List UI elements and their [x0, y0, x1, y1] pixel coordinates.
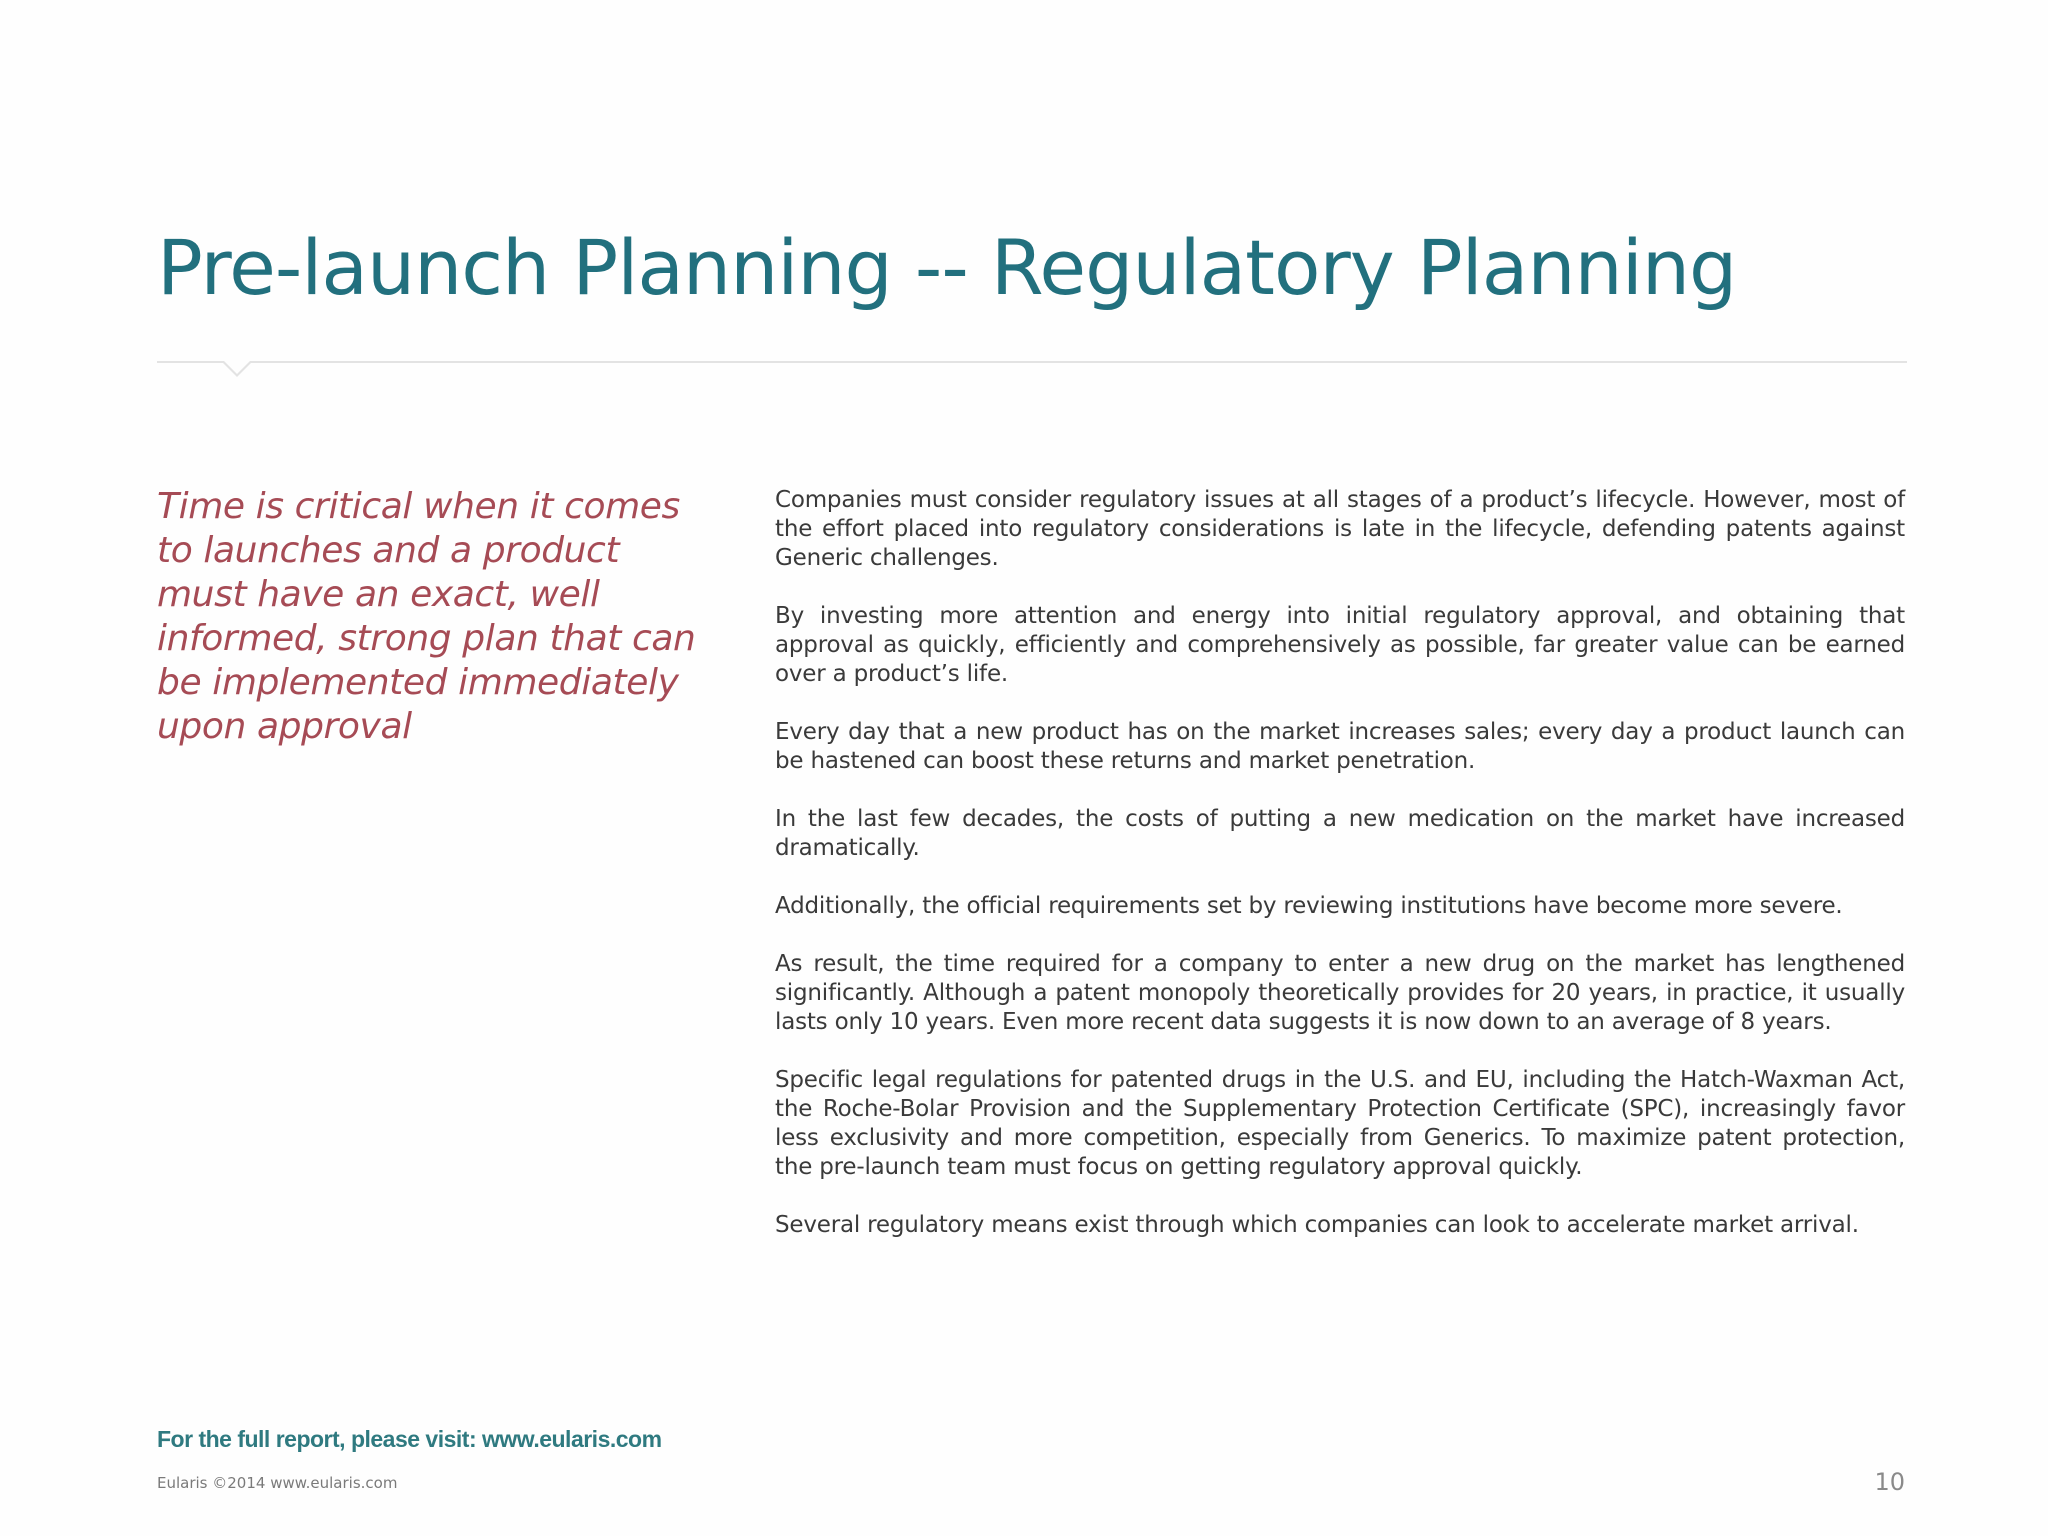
- paragraph: By investing more attention and energy into initial regulatory approval, and obtaining that approval as quickly, efficiently and comprehensively as possible, far greater value can be earned over a product’s life.: [775, 603, 1905, 687]
- copyright-text: Eularis ©2014 www.eularis.com: [157, 1474, 398, 1492]
- paragraph: Additionally, the official requirements set by reviewing institutions have become more severe.: [775, 893, 1843, 919]
- page-title: Pre-launch Planning -- Regulatory Planning: [157, 223, 1737, 312]
- page-number: 10: [1874, 1468, 1905, 1496]
- paragraph: Every day that a new product has on the market increases sales; every day a product launch can be hastened can boost these returns and market penetration.: [775, 719, 1905, 774]
- divider-notch-fill: [224, 361, 250, 374]
- full-report-link[interactable]: For the full report, please visit: www.eularis.com: [157, 1426, 662, 1452]
- body-text: [775, 486, 1905, 1269]
- paragraph: As result, the time required for a company to enter a new drug on the market has lengthened significantly. Although a patent monopoly theoretically provides for 20 years, in practice, it usually lasts only 10 years. Even more recent data suggests it is now down to an average of 8 years.: [775, 951, 1905, 1035]
- title-divider: [157, 361, 1907, 363]
- paragraph: Companies must consider regulatory issues at all stages of a product’s lifecycle. However, most of the effort placed into regulatory considerations is late in the lifecycle, defending patents against Generic challenges.: [775, 487, 1905, 571]
- paragraph: In the last few decades, the costs of putting a new medication on the market have increased dramatically.: [775, 806, 1905, 861]
- pull-quote: Time is critical when it comes to launches and a product must have an exact, well informed, strong plan that can be implemented immediately upon approval: [157, 486, 696, 747]
- paragraph: Several regulatory means exist through which companies can look to accelerate market arrival.: [775, 1212, 1859, 1238]
- paragraph: Specific legal regulations for patented drugs in the U.S. and EU, including the Hatch-Waxman Act, the Roche-Bolar Provision and the Supplementary Protection Certificate (SPC), increasingly favor less exclusivity and more competition, especially from Generics. To maximize patent protection, the pre-launch team must focus on getting regulatory approval quickly.: [775, 1067, 1905, 1180]
